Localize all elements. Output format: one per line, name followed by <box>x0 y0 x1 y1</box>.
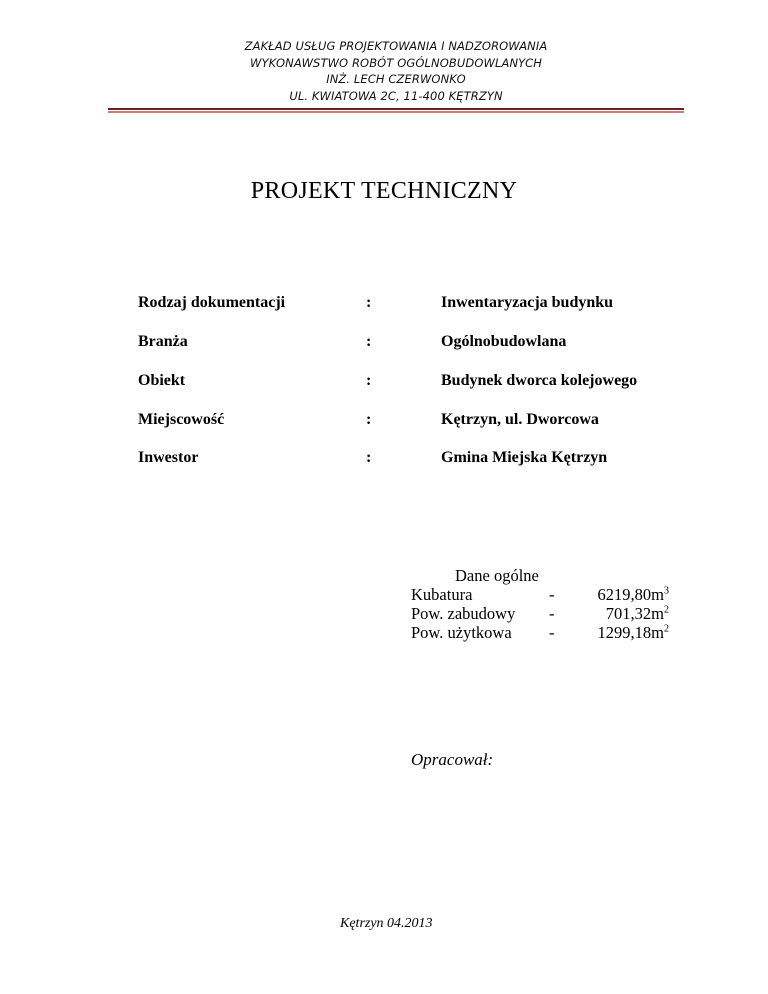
info-label: Inwestor <box>138 449 199 466</box>
company-address: UL. KWIATOWA 2C, 11-400 KĘTRZYN <box>289 88 503 103</box>
general-value <box>598 585 669 604</box>
general-value <box>606 604 669 623</box>
info-value: Gmina Miejska Kętrzyn <box>441 449 608 466</box>
info-label: Miejscowość <box>138 411 225 428</box>
info-label: Obiekt <box>138 372 186 389</box>
info-row-branch <box>138 333 698 357</box>
header-divider-light <box>108 111 684 113</box>
company-name: ZAKŁAD USŁUG PROJEKTOWANIA I NADZOROWANIA <box>244 39 548 53</box>
company-owner: INŻ. LECH CZERWONKO <box>326 72 466 86</box>
general-dash: - <box>549 585 555 604</box>
info-separator: : <box>366 294 372 311</box>
general-dash: - <box>549 604 555 623</box>
info-row-documentation-type <box>138 294 698 318</box>
place-date: Kętrzyn 04.2013 <box>340 916 433 931</box>
general-value-number: 701,32m <box>605 604 664 623</box>
document-title: PROJEKT TECHNICZNY <box>250 178 518 204</box>
general-value <box>598 623 669 642</box>
info-separator: : <box>366 333 372 350</box>
info-row-investor <box>138 449 698 473</box>
general-dash: - <box>549 623 555 642</box>
letterhead <box>108 38 684 104</box>
prepared-by-label: Opracował: <box>411 750 494 769</box>
info-value: Kętrzyn, ul. Dworcowa <box>441 411 599 428</box>
info-label: Branża <box>138 333 188 350</box>
header-divider-dark <box>108 108 684 110</box>
general-data-heading: Dane ogólne <box>455 566 539 585</box>
general-label: Pow. zabudowy <box>411 604 516 623</box>
info-label: Rodzaj dokumentacji <box>138 294 286 311</box>
general-value-number: 1299,18m <box>597 623 664 642</box>
general-value-unit-exponent: 3 <box>664 585 669 597</box>
general-value-number: 6219,80m <box>597 585 664 604</box>
company-activity: WYKONAWSTWO ROBÓT OGÓLNOBUDOWLANYCH <box>250 55 542 70</box>
info-row-object <box>138 372 698 396</box>
info-value: Inwentaryzacja budynku <box>441 294 614 311</box>
general-value-unit-exponent: 2 <box>664 623 669 635</box>
info-row-location <box>138 411 698 435</box>
info-separator: : <box>366 449 372 466</box>
general-value-unit-exponent: 2 <box>664 604 669 616</box>
info-separator: : <box>366 411 372 428</box>
info-separator: : <box>366 372 372 389</box>
info-value: Ogólnobudowlana <box>441 333 567 350</box>
general-label: Pow. użytkowa <box>411 623 512 642</box>
info-value: Budynek dworca kolejowego <box>441 372 638 389</box>
general-label: Kubatura <box>411 585 473 604</box>
